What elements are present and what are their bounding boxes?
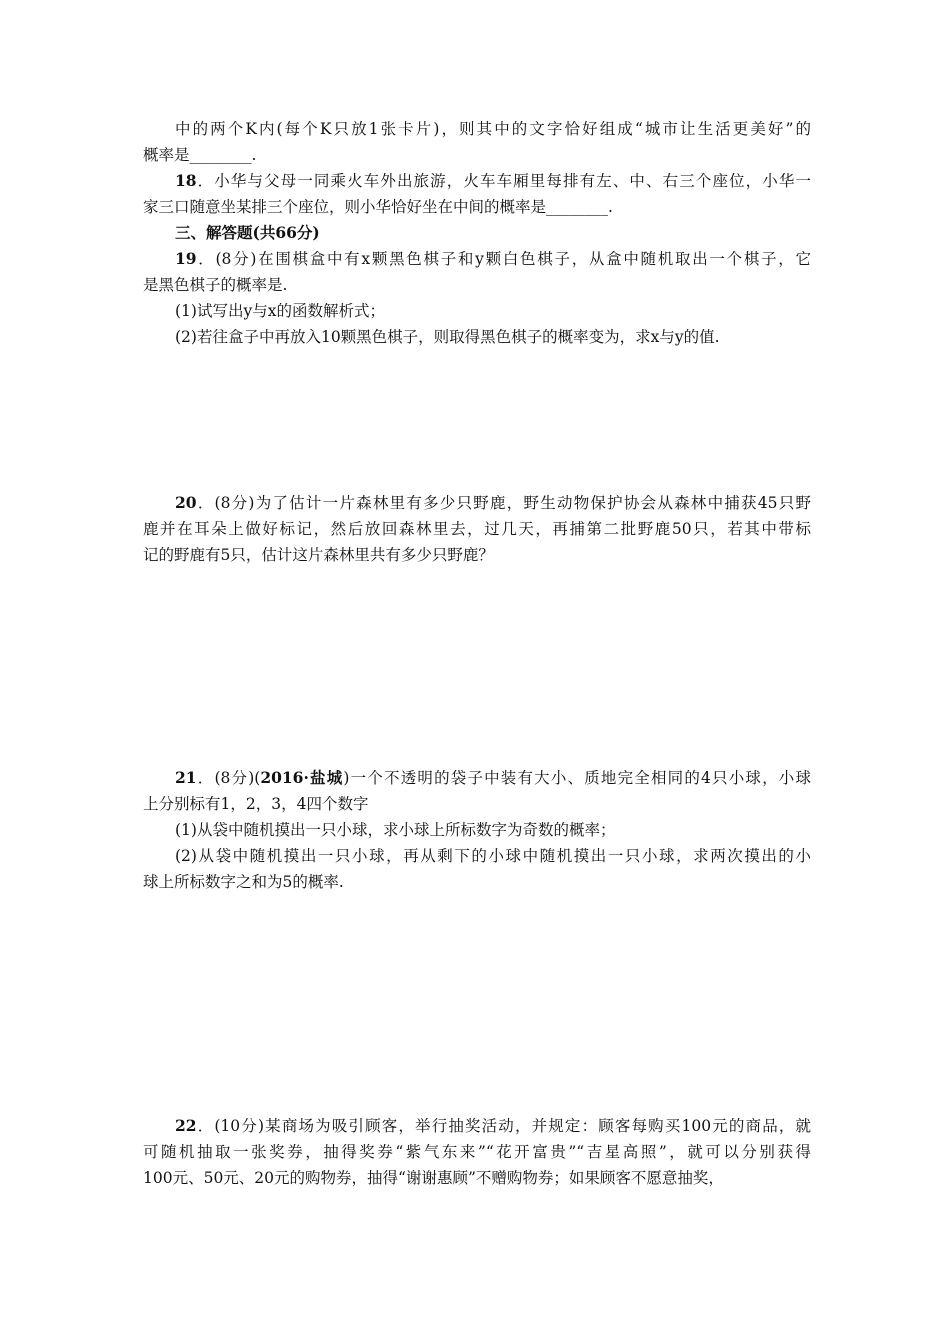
q18-number: 18 — [175, 171, 197, 190]
q22-line-2: 可随机抽取一张奖券，抽得奖券“紫气东来”“花开富贵”“吉星高照”，就可以分别获得 — [143, 1143, 811, 1161]
q18-text: ．小华与父母一同乘火车外出旅游，火车车厢里每排有左、中、右三个座位，小华一 — [196, 172, 811, 190]
q21-part-2-line-2: 球上所标数字之和为5的概率. — [143, 873, 344, 891]
q19-line-2: 是黑色棋子的概率是. — [143, 276, 288, 294]
q17-line-2: 概率是________. — [143, 146, 257, 164]
q19-line-1 — [175, 247, 811, 271]
q20-line-3: 记的野鹿有5只，估计这片森林里共有多少只野鹿？ — [143, 546, 494, 564]
q18-line-1 — [175, 169, 811, 193]
q19-part-2: (2)若往盒子中再放入10颗黑色棋子，则取得黑色棋子的概率变为，求x与y的值. — [175, 328, 720, 346]
q19-number: 19 — [175, 249, 197, 268]
q22-text: ．(10分)某商场为吸引顾客，举行抽奖活动，并规定：顾客每购买100元的商品，就 — [196, 1117, 811, 1135]
q20-number: 20 — [175, 493, 197, 512]
q22-line-1 — [175, 1114, 811, 1138]
q20-line-2: 鹿并在耳朵上做好标记，然后放回森林里去，过几天，再捕第二批野鹿50只，若其中带标 — [143, 520, 811, 538]
q20-text: ．(8分)为了估计一片森林里有多少只野鹿，野生动物保护协会从森林中捕获45只野 — [196, 494, 811, 512]
q21-line-1 — [175, 766, 811, 790]
q17-line-1: 中的两个K内(每个K只放1张卡片)，则其中的文字恰好组成“城市让生活更美好”的 — [175, 120, 811, 138]
q21-text: )一个不透明的袋子中装有大小、质地完全相同的4只小球，小球 — [343, 769, 811, 787]
q20-line-1 — [175, 491, 811, 515]
q21-part-2-line-1: (2)从袋中随机摸出一只小球，再从剩下的小球中随机摸出一只小球，求两次摸出的小 — [175, 847, 811, 865]
q21-part-1: (1)从袋中随机摸出一只小球，求小球上所标数字为奇数的概率； — [175, 821, 616, 839]
q22-number: 22 — [175, 1116, 197, 1135]
q21-line-2: 上分别标有1，2，3，4四个数字 — [143, 795, 369, 813]
section-heading: 三、解答题(共66分) — [175, 223, 320, 242]
q19-text: ．(8分)在围棋盒中有x颗黑色棋子和y颗白色棋子，从盒中随机取出一个棋子，它 — [196, 250, 811, 268]
q21-number: 21 — [175, 768, 197, 787]
q21-points: ．(8分)( — [196, 769, 261, 787]
q19-part-1: (1)试写出y与x的函数解析式； — [175, 302, 385, 320]
q22-line-3: 100元、50元、20元的购物券，抽得“谢谢惠顾”不赠购物券；如果顾客不愿意抽奖， — [143, 1169, 724, 1187]
q18-line-2: 家三口随意坐某排三个座位，则小华恰好坐在中间的概率是________. — [143, 198, 613, 216]
q21-source: 2016·盐城 — [260, 768, 344, 787]
